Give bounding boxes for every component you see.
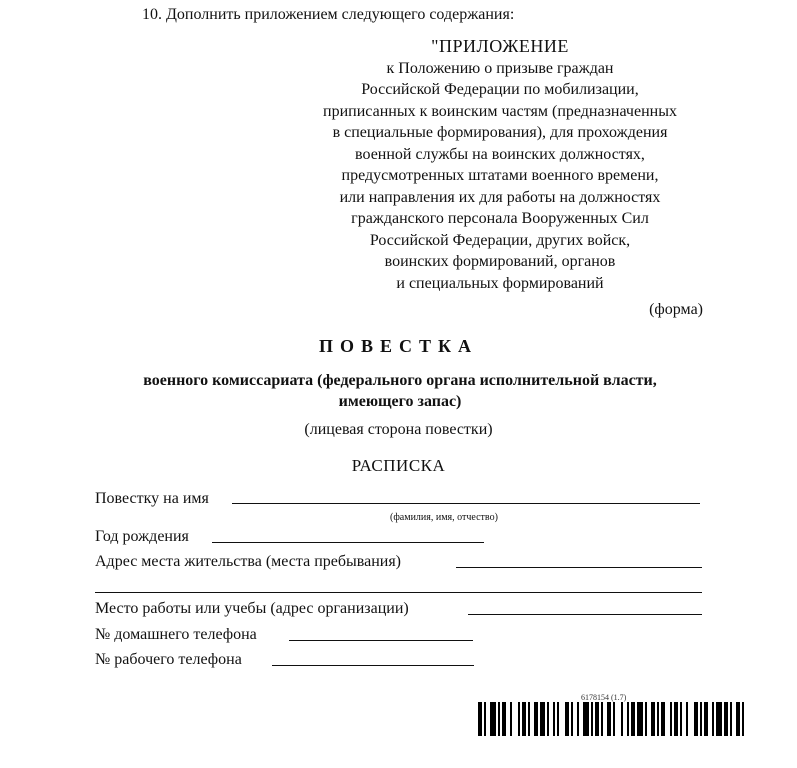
name-label: Повестку на имя — [95, 490, 209, 507]
side-note: (лицевая сторона повестки) — [304, 421, 493, 438]
appendix-line: к Положению о призыве граждан — [386, 59, 614, 77]
barcode-number: 6178154 (1.7) — [581, 693, 627, 702]
form-label: (форма) — [649, 301, 703, 318]
appendix-line: или направления их для работы на должностях — [339, 188, 661, 206]
birth-year-label: Год рождения — [95, 528, 189, 545]
work-phone-field-line[interactable] — [272, 665, 474, 666]
issuing-organ-line: имеющего запас) — [338, 393, 462, 410]
appendix-line: воинских формирований, органов — [384, 253, 616, 270]
barcode-bar — [744, 702, 750, 736]
povestka-title: ПОВЕСТКА — [318, 336, 479, 356]
appendix-line: гражданского персонала Вооруженных Сил — [351, 210, 649, 227]
name-field-line[interactable] — [232, 503, 700, 504]
appendix-line: Российской Федерации, других войск, — [369, 231, 631, 249]
address-field-line[interactable] — [456, 567, 702, 568]
appendix-line: предусмотренных штатами военного времени, — [341, 167, 659, 184]
raspiska-title: РАСПИСКА — [351, 456, 446, 475]
home-phone-label: № домашнего телефона — [95, 626, 257, 643]
address-label: Адрес места жительства (места пребывания) — [95, 553, 401, 570]
appendix-line: в специальные формирования), для прохождения — [332, 124, 668, 141]
name-caption: (фамилия, имя, отчество) — [390, 512, 498, 523]
work-label: Место работы или учебы (адрес организации) — [95, 600, 409, 617]
issuing-organ-line: военного комиссариата (федерального органа исполнительной власти, — [143, 372, 657, 389]
address-field-line-2[interactable] — [95, 592, 702, 593]
barcode — [478, 702, 750, 736]
birth-year-field-line[interactable] — [212, 542, 484, 543]
appendix-line: приписанных к воинским частям (предназначенных — [323, 102, 677, 120]
work-phone-label: № рабочего телефона — [95, 651, 242, 668]
appendix-title: "ПРИЛОЖЕНИЕ — [431, 36, 569, 56]
appendix-line: военной службы на воинских должностях, — [355, 145, 645, 163]
appendix-header — [250, 36, 750, 294]
appendix-line: и специальных формирований — [396, 274, 604, 292]
issuing-organ — [60, 370, 740, 412]
work-field-line[interactable] — [468, 614, 702, 615]
appendix-line: Российской Федерации по мобилизации, — [361, 81, 639, 98]
intro-text: 10. Дополнить приложением следующего содержания: — [142, 6, 515, 23]
home-phone-field-line[interactable] — [289, 640, 473, 641]
